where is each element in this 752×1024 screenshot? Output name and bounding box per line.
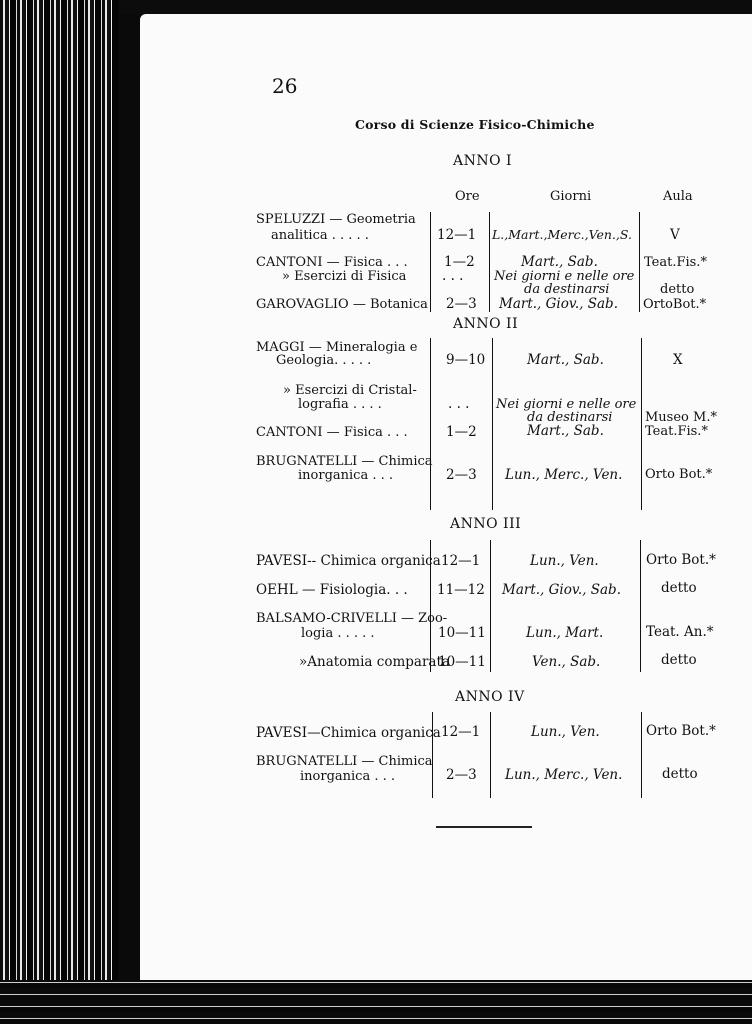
column-rule — [639, 212, 640, 312]
days: Mart., Giov., Sab. — [499, 296, 618, 312]
page-title: Corso di Scienze Fisico-Chimiche — [355, 117, 595, 132]
anno-2-heading: ANNO II — [453, 316, 519, 332]
days: Nei giorni e nelle ore — [494, 269, 635, 284]
column-header-aula: Aula — [663, 189, 693, 204]
days: Lun., Mart. — [526, 625, 604, 641]
anno-1-heading: ANNO I — [453, 153, 513, 169]
room: detto — [662, 766, 698, 782]
hours: 12—1 — [441, 553, 481, 569]
room: detto — [661, 652, 697, 668]
room: Orto Bot.* — [645, 467, 713, 482]
hours: 2—3 — [446, 467, 477, 483]
days: Nei giorni e nelle ore — [496, 397, 637, 412]
column-rule — [490, 712, 491, 798]
bottom-page-edges — [0, 980, 752, 1024]
hours: 1—2 — [444, 254, 475, 270]
course-cristallografia-cont: lografia . . . . — [298, 397, 382, 412]
course-esercizi-fisica: » Esercizi di Fisica — [282, 269, 407, 284]
hours: 9—10 — [446, 352, 486, 368]
course-brugnatelli: BRUGNATELLI — Chimica — [256, 454, 433, 469]
course-garovaglio: GAROVAGLIO — Botanica — [256, 297, 428, 312]
column-header-ore: Ore — [455, 189, 480, 204]
course-maggi: MAGGI — Mineralogia e — [256, 340, 418, 355]
days: Ven., Sab. — [532, 654, 601, 670]
course-oehl: OEHL — Fisiologia. . . — [256, 582, 408, 598]
column-rule — [430, 338, 431, 510]
hours: 10—11 — [438, 654, 486, 670]
course-cantoni-fisica: CANTONI — Fisica . . . — [256, 255, 408, 270]
top-page-edge — [120, 0, 752, 14]
page-number: 26 — [272, 74, 298, 98]
page-gutter-shadow — [118, 0, 142, 1024]
course-maggi-cont: Geologia. . . . . — [276, 353, 372, 368]
column-rule — [489, 212, 490, 312]
days: Lun., Merc., Ven. — [505, 767, 623, 783]
course-pavesi: PAVESI-- Chimica organica — [256, 553, 441, 569]
days: Lun., Ven. — [531, 724, 600, 740]
course-esercizi-cristallografia: » Esercizi di Cristal- — [283, 383, 417, 398]
days: Lun., Ven. — [530, 553, 599, 569]
course-speluzzi: SPELUZZI — Geometria — [256, 212, 416, 227]
course-brugnatelli-2-cont: inorganica . . . — [300, 769, 395, 784]
course-pavesi-2: PAVESI—Chimica organica — [256, 725, 441, 741]
hours: 12—1 — [441, 724, 481, 740]
days: da destinarsi — [524, 282, 610, 297]
room: V — [670, 227, 680, 243]
course-cantoni-fisica-2: CANTONI — Fisica . . . — [256, 425, 408, 440]
room: detto — [660, 282, 695, 297]
column-rule — [492, 338, 493, 510]
days: Mart., Sab. — [527, 352, 604, 368]
room: Teat. An.* — [646, 624, 714, 640]
days: da destinarsi — [527, 410, 613, 425]
column-rule — [640, 540, 641, 672]
room: Teat.Fis.* — [645, 424, 708, 439]
column-rule — [490, 540, 491, 672]
hours: 10—11 — [438, 625, 486, 641]
hours: 2—3 — [446, 767, 477, 783]
book-page — [140, 14, 752, 984]
anno-4-heading: ANNO IV — [455, 689, 525, 705]
anno-3-heading: ANNO III — [450, 516, 522, 532]
column-rule — [641, 712, 642, 798]
room: Orto Bot.* — [646, 552, 716, 568]
room: Teat.Fis.* — [644, 255, 707, 270]
course-speluzzi-cont: analitica . . . . . — [271, 228, 369, 243]
column-rule — [641, 338, 642, 510]
days: Lun., Merc., Ven. — [505, 467, 623, 483]
room: Orto Bot.* — [646, 723, 716, 739]
hours: 2—3 — [446, 296, 477, 312]
days: L.,Mart.,Merc.,Ven.,S. — [492, 227, 632, 242]
days: Mart., Sab. — [527, 423, 604, 439]
column-header-giorni: Giorni — [550, 189, 592, 204]
column-rule — [430, 212, 431, 312]
hours: . . . — [448, 396, 470, 412]
course-anatomia-comparata: »Anatomia comparata — [299, 654, 450, 670]
course-brugnatelli-2: BRUGNATELLI — Chimica — [256, 754, 433, 769]
hours: . . . — [442, 268, 464, 284]
room: Museo M.* — [645, 410, 717, 425]
course-balsamo-crivelli-cont: logia . . . . . — [301, 626, 375, 641]
room: OrtoBot.* — [643, 297, 707, 312]
days: Mart., Sab. — [521, 254, 598, 270]
room: detto — [661, 580, 697, 596]
course-balsamo-crivelli: BALSAMO-CRIVELLI — Zoo- — [256, 611, 448, 626]
hours: 12—1 — [437, 227, 477, 243]
hours: 11—12 — [437, 582, 485, 598]
course-brugnatelli-cont: inorganica . . . — [298, 468, 393, 483]
days: Mart., Giov., Sab. — [502, 582, 621, 598]
room: X — [673, 352, 683, 368]
hours: 1—2 — [446, 424, 477, 440]
closing-rule — [436, 826, 532, 828]
